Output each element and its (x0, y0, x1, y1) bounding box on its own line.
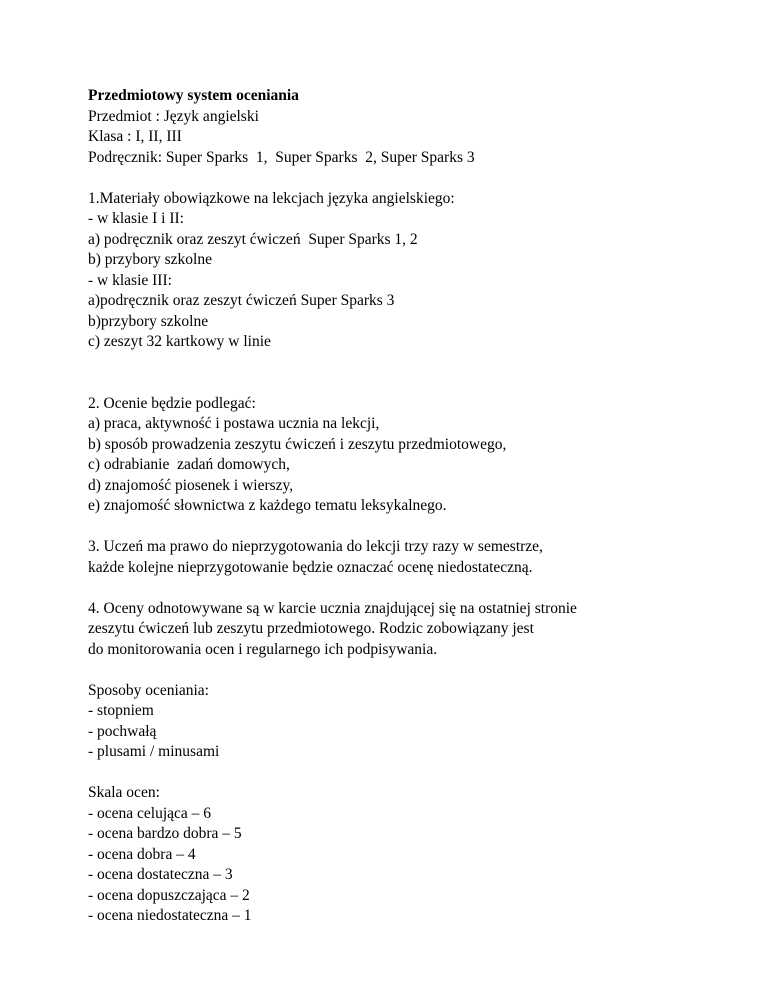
list-item: - ocena dopuszczająca – 2 (88, 886, 250, 904)
list-item: - ocena niedostateczna – 1 (88, 907, 252, 924)
list-item: - plusami / minusami (88, 743, 220, 760)
section-heading: 2. Ocenie będzie podlegać: (88, 394, 256, 412)
paragraph-line: każde kolejne nieprzygotowanie będzie oznaczać ocenę niedostateczną. (88, 558, 533, 576)
list-item: b)przybory szkolne (88, 312, 209, 330)
spacer (88, 353, 728, 394)
section-grade-scale (88, 783, 728, 927)
document-header (88, 86, 728, 168)
paragraph-line: do monitorowania ocen i regularnego ich podpisywania. (88, 640, 438, 658)
list-item: a)podręcznik oraz zeszyt ćwiczeń Super Sparks 3 (88, 292, 395, 309)
list-item: c) zeszyt 32 kartkowy w linie (88, 333, 271, 350)
list-item: - stopniem (88, 702, 154, 719)
list-item: - w klasie I i II: (88, 210, 184, 227)
list-item: b) przybory szkolne (88, 251, 212, 268)
section-heading: 1.Materiały obowiązkowe na lekcjach języka angielskiego: (88, 189, 455, 207)
section-methods (88, 681, 728, 763)
spacer (88, 660, 728, 681)
list-item: - ocena celująca – 6 (88, 804, 212, 822)
list-item: - ocena dostateczna – 3 (88, 866, 233, 883)
section-materials (88, 189, 728, 353)
grade-line: Klasa : I, II, III (88, 128, 182, 145)
document-title: Przedmiotowy system oceniania (88, 87, 299, 104)
list-item: b) sposób prowadzenia zeszytu ćwiczeń i zeszytu przedmiotowego, (88, 435, 507, 453)
list-item: e) znajomość słownictwa z każdego tematu leksykalnego. (88, 497, 447, 514)
paragraph-line: zeszytu ćwiczeń lub zeszytu przedmiotowego. Rodzic zobowiązany jest (88, 620, 534, 637)
section-unprepared (88, 537, 728, 578)
document-page (88, 86, 728, 927)
subject-line: Przedmiot : Język angielski (88, 107, 259, 125)
spacer (88, 517, 728, 538)
section-grade-records (88, 599, 728, 661)
section-heading: Sposoby oceniania: (88, 681, 209, 699)
paragraph-line: 4. Oceny odnotowywane są w karcie ucznia znajdującej się na ostatniej stronie (88, 599, 577, 617)
list-item: - ocena bardzo dobra – 5 (88, 825, 242, 842)
list-item: - ocena dobra – 4 (88, 845, 196, 863)
paragraph-line: 3. Uczeń ma prawo do nieprzygotowania do lekcji trzy razy w semestrze, (88, 538, 543, 555)
spacer (88, 578, 728, 599)
spacer (88, 763, 728, 784)
list-item: d) znajomość piosenek i wierszy, (88, 476, 294, 494)
list-item: - pochwałą (88, 722, 157, 740)
textbook-line: Podręcznik: Super Sparks 1, Super Sparks 2, Super Sparks 3 (88, 148, 475, 166)
list-item: a) podręcznik oraz zeszyt ćwiczeń Super Sparks 1, 2 (88, 230, 418, 248)
list-item: a) praca, aktywność i postawa ucznia na lekcji, (88, 415, 380, 432)
spacer (88, 168, 728, 189)
list-item: - w klasie III: (88, 271, 172, 289)
section-assessment (88, 394, 728, 517)
list-item: c) odrabianie zadań domowych, (88, 456, 290, 473)
section-heading: Skala ocen: (88, 784, 160, 801)
